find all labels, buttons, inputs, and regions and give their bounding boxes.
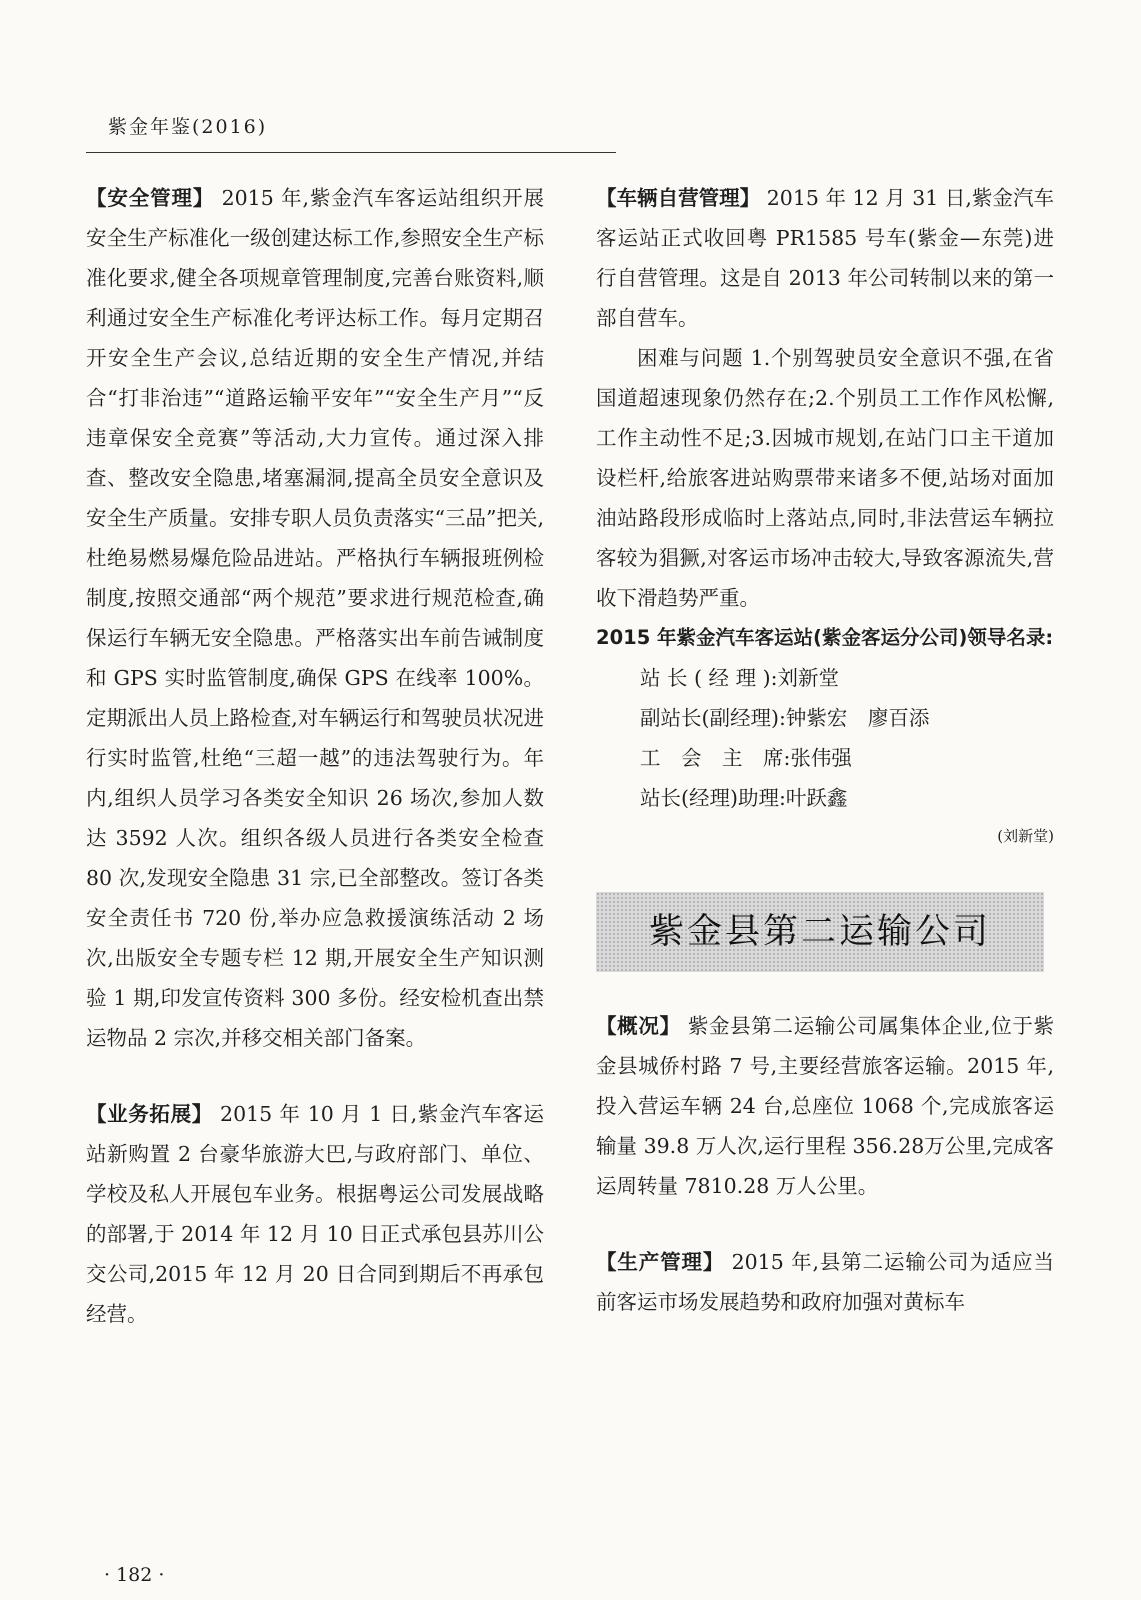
vehicle-management-section [596, 178, 1054, 338]
section-label-overview: 【概况】 [596, 1014, 681, 1038]
section-text-business: 2015 年 10 月 1 日,紫金汽车客运站新购置 2 台豪华旅游大巴,与政府部门、单位、学校及私人开展包车业务。根据粤运公司发展战略的部署,于 2014 年 12 月 10 日正式承包县苏川公交公司,2015 年 12 月 20 日合同到期后不再承包经营。 [86, 1102, 544, 1326]
page-number: · 182 · [104, 1564, 165, 1586]
problems-section [596, 338, 1054, 618]
section-label-business: 【业务拓展】 [86, 1102, 213, 1126]
running-title: 紫金年鉴(2016) [108, 116, 268, 138]
author-credit: (刘新堂) [997, 827, 1054, 845]
left-column [86, 178, 544, 1334]
section-text-overview: 紫金县第二运输公司属集体企业,位于紫金县城侨村路 7 号,主要经营旅客运输。2015 年,投入营运车辆 24 台,总座位 1068 个,完成旅客运输量 39.8 万人次,运行里程 356.28万公里,完成客运周转量 7810.28 万人公里。 [596, 1014, 1055, 1198]
business-expansion-section [86, 1094, 544, 1334]
section-label-vehicle: 【车辆自营管理】 [596, 186, 761, 210]
roster-entry: 站长(经理)助理:叶跃鑫 [640, 786, 848, 810]
safety-management-section [86, 178, 544, 1058]
company-title-banner [596, 892, 1044, 972]
header-rule [86, 152, 616, 153]
problems-text: 1.个别驾驶员安全意识不强,在省国道超速现象仍然存在;2.个别员工工作作风松懈,工作主动性不足;3.因城市规划,在站门口主干道加设栏杆,给旅客进站购票带来诸多不便,站场对面加油站路段形成临时上落站点,同时,非法营运车辆拉客较为猖獗,对客运市场冲击较大,导致客源流失,营收下滑趋势严重。 [596, 346, 1055, 610]
section-label-production: 【生产管理】 [596, 1250, 725, 1274]
section-label-safety: 【安全管理】 [86, 186, 215, 210]
overview-section [596, 1006, 1054, 1206]
roster-entry: 副站长(副经理):钟紫宏 廖百添 [640, 706, 930, 730]
leadership-roster-title: 2015 年紫金汽车客运站(紫金客运分公司)领导名录: [596, 626, 1054, 649]
roster-entry: 站 长 ( 经 理 ):刘新堂 [640, 666, 839, 690]
roster-entry: 工 会 主 席:张伟强 [640, 746, 852, 770]
section-text-production: 2015 年,县第二运输公司为适应当前客运市场发展趋势和政府加强对黄标车 [596, 1250, 1055, 1314]
right-column [596, 178, 1054, 1322]
leadership-roster [596, 658, 1054, 818]
section-text-vehicle: 2015 年 12 月 31 日,紫金汽车客运站正式收回粤 PR1585 号车(紫金—东莞)进行自营管理。这是自 2013 年公司转制以来的第一部自营车。 [596, 186, 1054, 330]
problems-label: 困难与问题 [637, 346, 744, 370]
section-text-safety: 2015 年,紫金汽车客运站组织开展安全生产标准化一级创建达标工作,参照安全生产标准化要求,健全各项规章管理制度,完善台账资料,顺利通过安全生产标准化考评达标工作。每月定期召开安全生产会议,总结近期的安全生产情况,并结合“打非治违”“道路运输平安年”“安全生产月”“反违章保安全竞赛”等活动,大力宣传。通过深入排查、整改安全隐患,堵塞漏洞,提高全员安全意识及安全生产质量。安排专职人员负责落实“三品”把关,杜绝易燃易爆危险品进站。严格执行车辆报班例检制度,按照交通部“两个规范”要求进行规范检查,确保运行车辆无安全隐患。严格落实出车前告诫制度和 GPS 实时监管制度,确保 GPS 在线率 100%。定期派出人员上路检查,对车辆运行和驾驶员状况进行实时监管,杜绝“三超一越”的违法驾驶行为。年内,组织人员学习各类安全知识 26 场次,参加人数达 3592 人次。组织各级人员进行各类安全检查 80 次,发现安全隐患 31 宗,已全部整改。签订各类安全责任书 720 份,举办应急救援演练活动 2 场次,出版安全专题专栏 12 期,开展安全生产知识测验 1 期,印发宣传资料 300 多份。经安检机查出禁运物品 2 宗次,并移交相关部门备案。 [86, 186, 545, 1050]
production-management-section [596, 1242, 1054, 1322]
banner-title: 紫金县第二运输公司 [648, 912, 991, 952]
